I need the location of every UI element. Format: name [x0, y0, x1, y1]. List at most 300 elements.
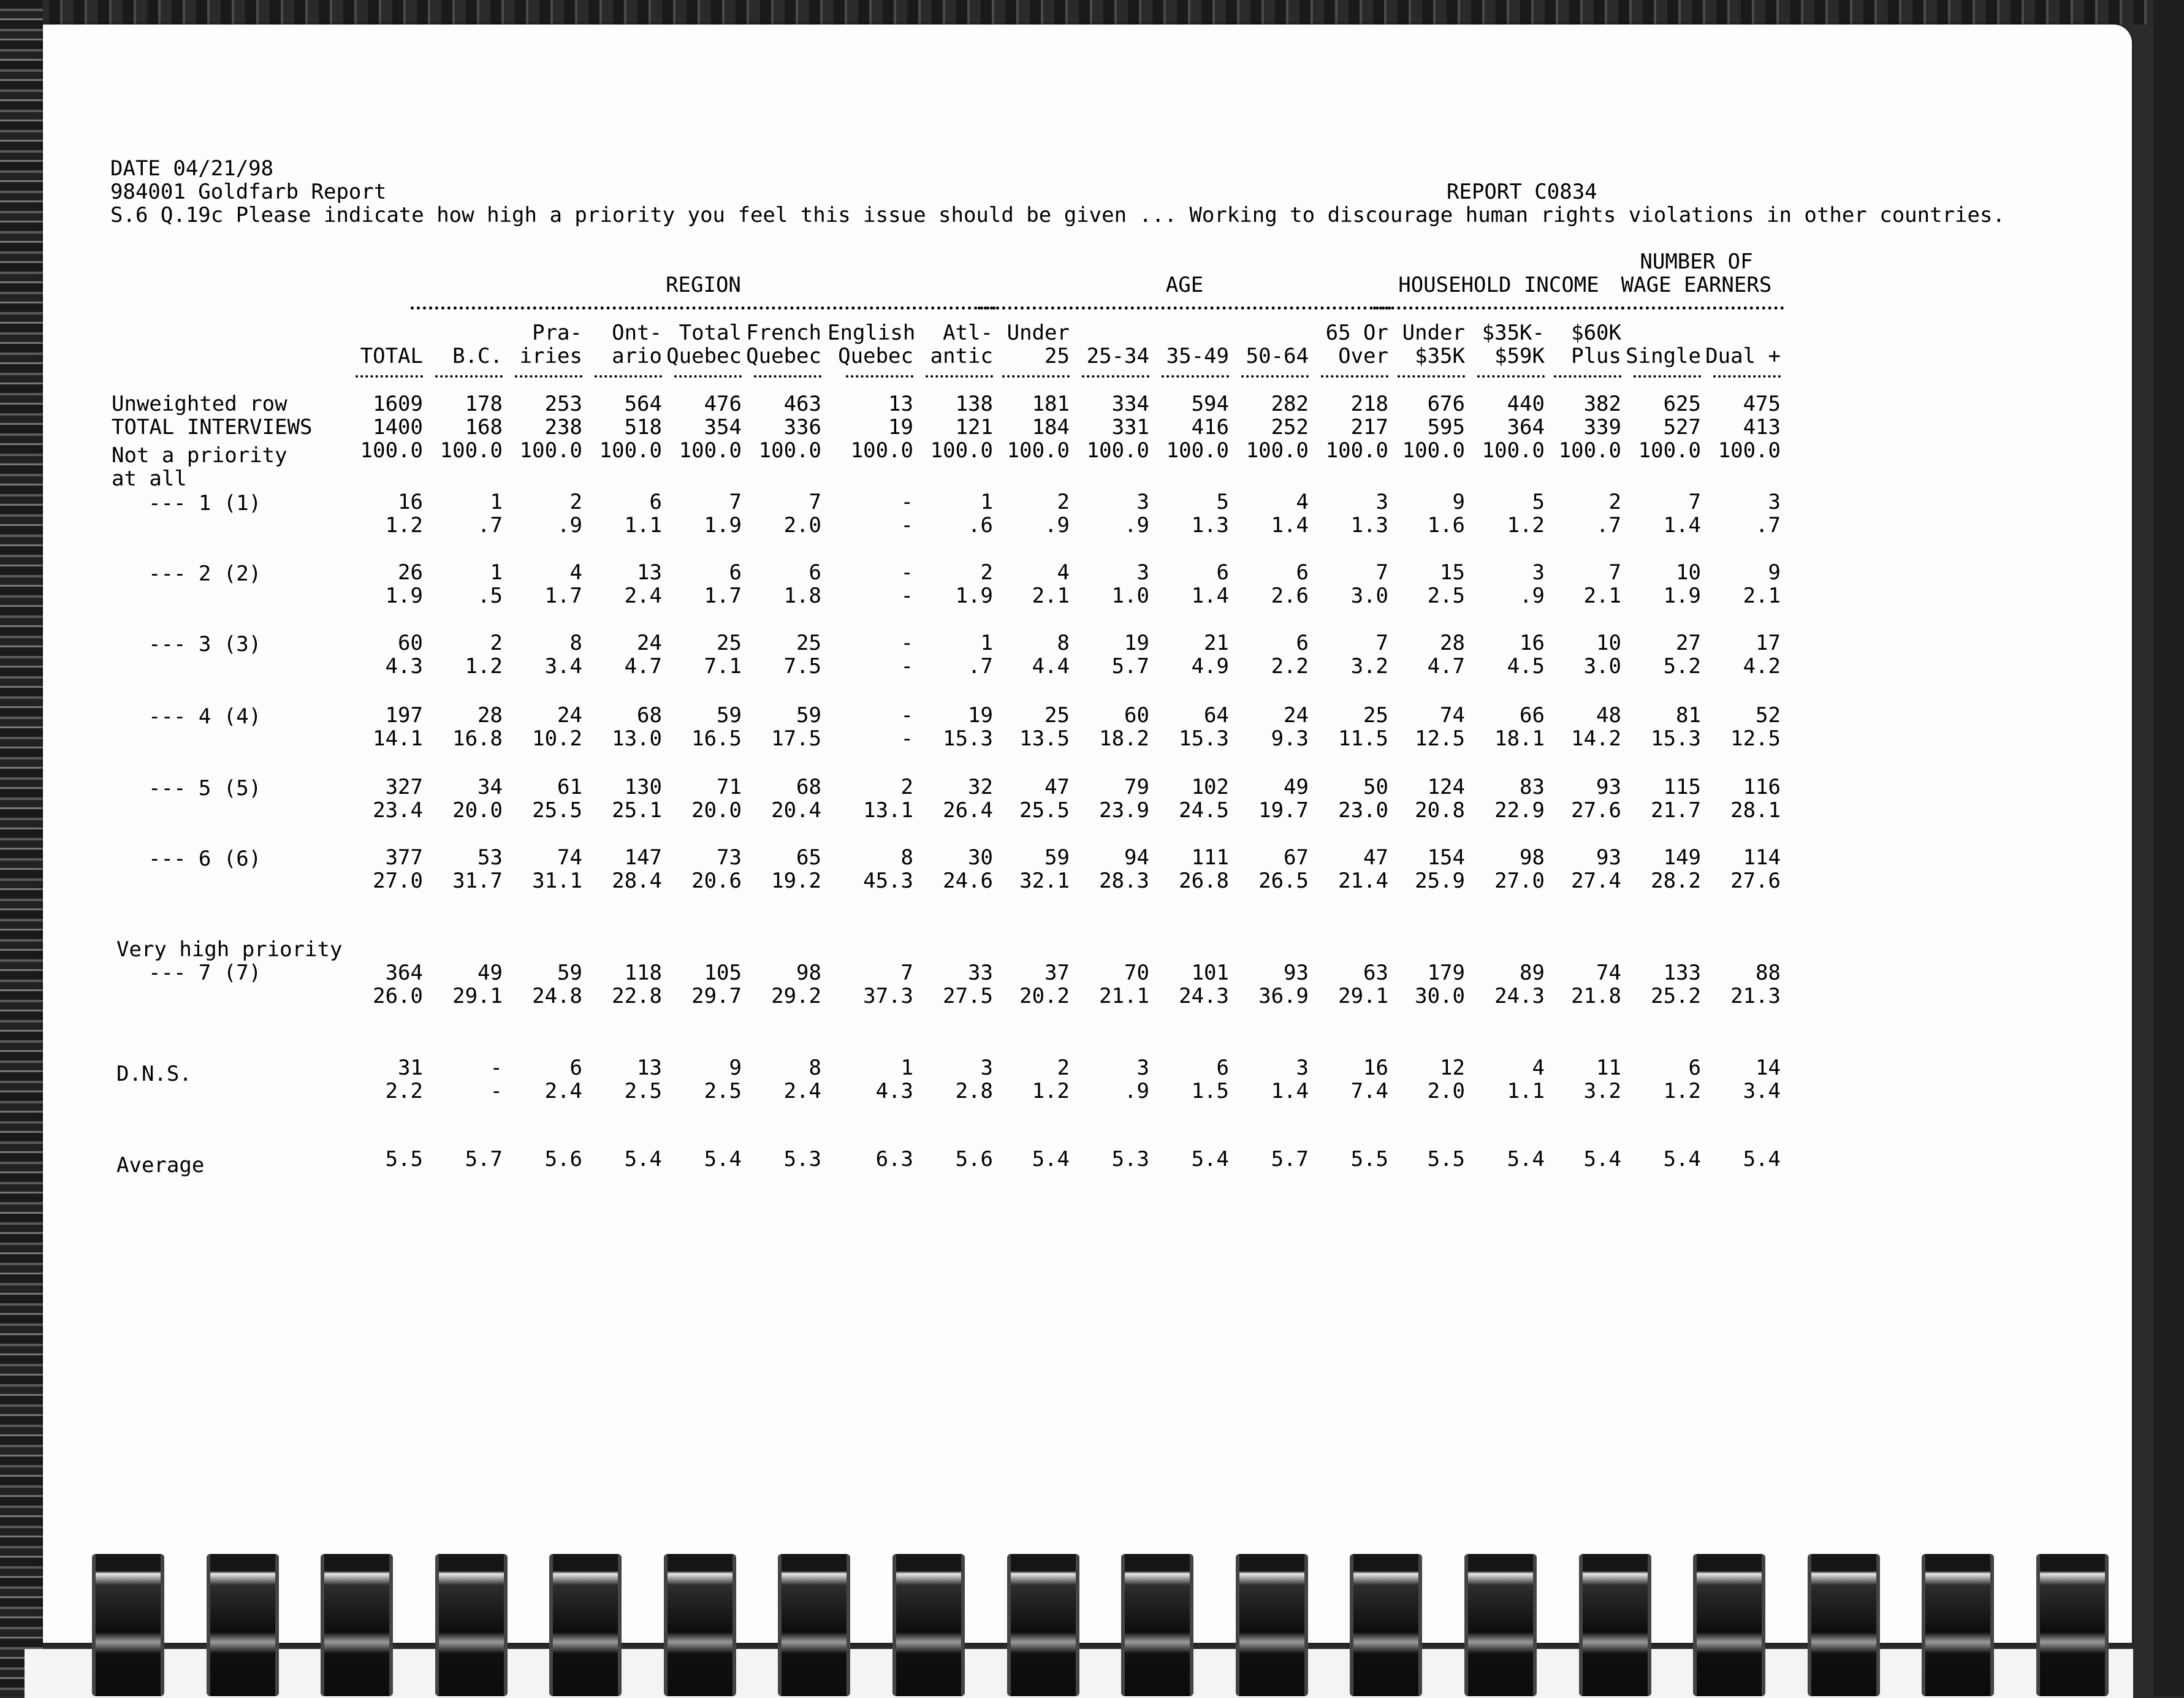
table-cell: 331: [1111, 415, 1149, 440]
table-cell: 2.0: [783, 513, 821, 538]
column-underline: [356, 375, 423, 378]
table-cell: .6: [968, 513, 993, 538]
table-cell: 2.0: [1427, 1079, 1465, 1103]
table-cell: 100.0: [930, 438, 993, 463]
table-cell: 29.2: [771, 984, 821, 1008]
table-cell: 3: [1136, 560, 1149, 585]
table-cell: 197: [385, 703, 423, 728]
table-cell: 7: [1688, 490, 1701, 514]
table-cell: 3: [1532, 560, 1545, 585]
question-text: S.6 Q.19c Please indicate how high a priority you feel this issue should be given ... Working to discourage human rights violations in other countries.: [110, 203, 2005, 227]
table-cell: 4.5: [1507, 654, 1545, 679]
table-cell: 100.0: [679, 438, 742, 463]
binding-ring: [664, 1554, 736, 1696]
table-cell: 19: [968, 703, 993, 728]
table-cell: 27.5: [943, 984, 993, 1008]
table-cell: 24.3: [1494, 984, 1545, 1008]
table-cell: 28.2: [1651, 869, 1701, 893]
table-cell: -: [900, 726, 913, 751]
table-cell: 28: [478, 703, 503, 728]
table-cell: 7.5: [783, 654, 821, 679]
table-cell: 19.2: [771, 869, 821, 893]
column-underline: [515, 375, 582, 378]
group-underline: [1609, 306, 1784, 310]
table-cell: 2: [1057, 490, 1070, 514]
table-cell: 100.0: [1718, 438, 1781, 463]
table-cell: 20.0: [452, 798, 503, 823]
spiral-binding: [92, 1554, 2109, 1696]
table-cell: 1: [900, 1056, 913, 1080]
table-cell: 124: [1427, 775, 1465, 799]
column-header-line2: iries: [519, 344, 582, 368]
table-cell: 81: [1676, 703, 1701, 728]
table-cell: 564: [624, 392, 662, 416]
table-cell: 149: [1663, 845, 1701, 870]
table-cell: 24.5: [1179, 798, 1229, 823]
table-cell: 71: [717, 775, 742, 799]
table-cell: 59: [1044, 845, 1070, 870]
column-header-line1: Pra-: [532, 321, 582, 345]
row-label: --- 3 (3): [148, 632, 262, 657]
table-cell: 28.1: [1730, 798, 1781, 823]
table-cell: 6: [1296, 560, 1309, 585]
table-cell: 15.3: [1179, 726, 1229, 751]
table-cell: -: [900, 654, 913, 679]
table-cell: 475: [1743, 392, 1781, 416]
row-label: Unweighted row: [112, 392, 287, 416]
table-cell: 1609: [373, 392, 423, 416]
table-cell: 5.4: [704, 1147, 742, 1171]
table-cell: 6: [1216, 1056, 1229, 1080]
table-cell: 476: [704, 392, 742, 416]
table-cell: 6: [1688, 1056, 1701, 1080]
table-cell: 25.2: [1651, 984, 1701, 1008]
table-cell: 118: [624, 961, 662, 985]
report-date: DATE 04/21/98: [110, 156, 274, 181]
table-cell: 100.0: [519, 438, 582, 463]
table-cell: 1.9: [1663, 584, 1701, 608]
table-cell: 25.5: [1019, 798, 1070, 823]
table-cell: 1.7: [704, 584, 742, 608]
table-cell: 25.9: [1415, 869, 1465, 893]
table-cell: 116: [1743, 775, 1781, 799]
group-header-line2: WAGE EARNERS: [1621, 273, 1772, 297]
binding-ring: [2036, 1554, 2109, 1696]
table-cell: 3: [1768, 490, 1781, 514]
table-cell: 25: [796, 631, 821, 655]
table-cell: -: [490, 1056, 503, 1080]
table-cell: 7.1: [704, 654, 742, 679]
table-cell: 2: [1608, 490, 1621, 514]
table-cell: 3.0: [1350, 584, 1388, 608]
column-header-line1: $60K: [1571, 321, 1621, 345]
table-cell: 5: [1532, 490, 1545, 514]
table-cell: 2.4: [624, 584, 662, 608]
table-cell: 2.2: [385, 1079, 423, 1103]
table-cell: 10.2: [532, 726, 582, 751]
table-cell: -: [900, 490, 913, 514]
column-underline: [1477, 375, 1545, 378]
table-cell: 676: [1427, 392, 1465, 416]
table-cell: 14.2: [1571, 726, 1621, 751]
table-cell: 66: [1520, 703, 1545, 728]
table-cell: 2.1: [1743, 584, 1781, 608]
table-cell: 9: [1768, 560, 1781, 585]
table-cell: 100.0: [1166, 438, 1229, 463]
table-cell: 13: [888, 392, 913, 416]
table-cell: 1.2: [465, 654, 503, 679]
binding-ring: [321, 1554, 393, 1696]
table-cell: 98: [796, 961, 821, 985]
table-cell: .9: [1520, 584, 1545, 608]
table-cell: 2: [569, 490, 582, 514]
table-cell: 73: [717, 845, 742, 870]
table-cell: 5.2: [1663, 654, 1701, 679]
table-cell: 26.4: [943, 798, 993, 823]
table-cell: 79: [1124, 775, 1149, 799]
table-cell: 25.1: [612, 798, 662, 823]
table-cell: 1.4: [1271, 513, 1309, 538]
table-cell: 13.1: [863, 798, 913, 823]
table-cell: 94: [1124, 845, 1149, 870]
table-cell: 4.7: [1427, 654, 1465, 679]
table-cell: 14.1: [373, 726, 423, 751]
column-header-line1: 65 Or: [1325, 321, 1388, 345]
table-cell: 61: [557, 775, 582, 799]
binder-right-edge: [2153, 0, 2184, 1696]
table-cell: 28.4: [612, 869, 662, 893]
table-cell: 5.7: [465, 1147, 503, 1171]
table-cell: 16: [398, 490, 423, 514]
column-header-line2: Single: [1626, 344, 1701, 368]
group-header: REGION: [666, 273, 741, 297]
table-cell: 15.3: [943, 726, 993, 751]
table-cell: 1.4: [1663, 513, 1701, 538]
table-cell: 101: [1191, 961, 1229, 985]
table-cell: 7: [1608, 560, 1621, 585]
table-cell: 50: [1363, 775, 1388, 799]
column-header-line1: English: [828, 321, 916, 345]
table-cell: 34: [478, 775, 503, 799]
column-header-line2: Dual +: [1705, 344, 1781, 368]
binding-ring: [1464, 1554, 1537, 1696]
table-cell: 19: [888, 415, 913, 440]
column-underline: [1321, 375, 1388, 378]
table-cell: 5.3: [1111, 1147, 1149, 1171]
row-label: --- 5 (5): [148, 776, 262, 801]
table-cell: 1.2: [1507, 513, 1545, 538]
table-cell: 5.4: [1032, 1147, 1070, 1171]
table-cell: 16.5: [691, 726, 742, 751]
table-cell: -: [900, 703, 913, 728]
table-cell: 5.5: [385, 1147, 423, 1171]
table-cell: 13: [637, 560, 662, 585]
report-name: 984001 Goldfarb Report: [110, 180, 387, 204]
table-cell: 13.5: [1019, 726, 1070, 751]
group-underline: [1373, 306, 1624, 310]
table-cell: 63: [1363, 961, 1388, 985]
binding-ring: [778, 1554, 850, 1696]
table-cell: 24.8: [532, 984, 582, 1008]
group-header: AGE: [1165, 273, 1204, 297]
table-cell: 3.4: [544, 654, 582, 679]
table-cell: 6: [649, 490, 662, 514]
table-cell: 2.4: [544, 1079, 582, 1103]
column-header-line2: 25-34: [1086, 344, 1149, 368]
table-cell: 218: [1350, 392, 1388, 416]
table-cell: 98: [1520, 845, 1545, 870]
table-cell: .7: [1756, 513, 1781, 538]
report-code: REPORT C0834: [1447, 180, 1597, 204]
table-cell: 24.6: [943, 869, 993, 893]
table-cell: .9: [1124, 513, 1149, 538]
table-cell: 7.4: [1350, 1079, 1388, 1103]
table-cell: 2.4: [783, 1079, 821, 1103]
row-label: --- 1 (1): [148, 491, 262, 516]
table-cell: 9: [1452, 490, 1465, 514]
table-cell: 1.0: [1111, 584, 1149, 608]
table-cell: 27: [1676, 631, 1701, 655]
table-cell: 26: [398, 560, 423, 585]
column-header-line2: $59K: [1494, 344, 1545, 368]
table-cell: 23.4: [373, 798, 423, 823]
table-cell: 28: [1440, 631, 1465, 655]
column-underline: [846, 375, 913, 378]
table-cell: 5.4: [1663, 1147, 1701, 1171]
table-cell: 20.8: [1415, 798, 1465, 823]
table-cell: 19.7: [1258, 798, 1309, 823]
table-cell: 30.0: [1415, 984, 1465, 1008]
table-cell: 377: [385, 845, 423, 870]
table-cell: 3.0: [1583, 654, 1621, 679]
table-cell: 1.8: [783, 584, 821, 608]
table-cell: 68: [796, 775, 821, 799]
table-cell: -: [900, 513, 913, 538]
table-cell: 18.1: [1494, 726, 1545, 751]
table-cell: 31.7: [452, 869, 503, 893]
table-cell: 327: [385, 775, 423, 799]
table-cell: 1.9: [704, 513, 742, 538]
row-label: --- 7 (7): [148, 961, 262, 985]
table-cell: 10: [1596, 631, 1621, 655]
table-cell: 217: [1350, 415, 1388, 440]
table-cell: 1.9: [385, 584, 423, 608]
table-cell: 27.4: [1571, 869, 1621, 893]
table-cell: 3.2: [1583, 1079, 1621, 1103]
table-cell: 100.0: [1246, 438, 1309, 463]
table-cell: 1: [490, 560, 503, 585]
binder-left-edge: [0, 0, 43, 1696]
table-cell: 68: [637, 703, 662, 728]
row-label: Not a priority: [112, 443, 287, 468]
table-cell: 25: [1044, 703, 1070, 728]
table-cell: 8: [1057, 631, 1070, 655]
column-header-line2: $35K: [1415, 344, 1465, 368]
table-cell: 8: [809, 1056, 821, 1080]
table-cell: .9: [557, 513, 582, 538]
column-underline: [595, 375, 662, 378]
table-cell: 9.3: [1271, 726, 1309, 751]
table-cell: 47: [1363, 845, 1388, 870]
table-cell: .5: [478, 584, 503, 608]
table-cell: 5.4: [1583, 1147, 1621, 1171]
table-cell: 5.3: [783, 1147, 821, 1171]
table-cell: 4.3: [875, 1079, 913, 1103]
table-cell: 100.0: [850, 438, 913, 463]
table-cell: 100.0: [758, 438, 821, 463]
table-cell: 5.6: [955, 1147, 993, 1171]
column-underline: [926, 375, 993, 378]
table-cell: 594: [1191, 392, 1229, 416]
table-cell: 100.0: [1325, 438, 1388, 463]
column-header-line1: Under: [1402, 321, 1465, 345]
column-header-line1: French: [746, 321, 821, 345]
table-cell: 100.0: [1402, 438, 1465, 463]
table-cell: 5.5: [1350, 1147, 1388, 1171]
table-cell: 21.3: [1730, 984, 1781, 1008]
column-underline: [1398, 375, 1465, 378]
table-cell: 5: [1216, 490, 1229, 514]
table-cell: 12: [1440, 1056, 1465, 1080]
table-cell: 21.8: [1571, 984, 1621, 1008]
table-cell: 1400: [373, 415, 423, 440]
column-header-line2: 25: [1044, 344, 1070, 368]
table-cell: 100.0: [1558, 438, 1621, 463]
table-cell: 29.7: [691, 984, 742, 1008]
group-header: HOUSEHOLD INCOME: [1398, 273, 1599, 297]
column-header-line2: 50-64: [1246, 344, 1309, 368]
table-cell: 7: [729, 490, 742, 514]
table-cell: 4: [1532, 1056, 1545, 1080]
table-cell: 168: [465, 415, 503, 440]
binding-ring: [92, 1554, 164, 1696]
table-cell: 8: [900, 845, 913, 870]
table-cell: 16.8: [452, 726, 503, 751]
table-cell: 3: [980, 1056, 993, 1080]
table-cell: 2: [1057, 1056, 1070, 1080]
table-cell: 21.7: [1651, 798, 1701, 823]
row-label: --- 4 (4): [148, 704, 262, 729]
table-cell: 12.5: [1730, 726, 1781, 751]
row-label: --- 6 (6): [148, 847, 262, 871]
table-cell: 6: [569, 1056, 582, 1080]
column-underline: [1082, 375, 1149, 378]
column-header-line1: Total: [679, 321, 742, 345]
table-cell: 336: [783, 415, 821, 440]
table-cell: 339: [1583, 415, 1621, 440]
column-underline: [1002, 375, 1070, 378]
table-cell: 29.1: [1338, 984, 1388, 1008]
table-cell: 37: [1044, 961, 1070, 985]
table-cell: 3: [1296, 1056, 1309, 1080]
table-cell: 21.1: [1099, 984, 1149, 1008]
column-header-line1: Ont-: [612, 321, 662, 345]
table-cell: -: [900, 631, 913, 655]
table-cell: 1.4: [1271, 1079, 1309, 1103]
table-cell: 1.2: [1032, 1079, 1070, 1103]
table-cell: 19: [1124, 631, 1149, 655]
table-cell: 115: [1663, 775, 1701, 799]
table-cell: 6.3: [875, 1147, 913, 1171]
table-cell: 1.4: [1191, 584, 1229, 608]
table-cell: 45.3: [863, 869, 913, 893]
table-cell: 26.5: [1258, 869, 1309, 893]
table-cell: 23.0: [1338, 798, 1388, 823]
table-cell: 27.6: [1730, 869, 1781, 893]
table-cell: 53: [478, 845, 503, 870]
table-cell: 4: [569, 560, 582, 585]
table-cell: 178: [465, 392, 503, 416]
row-label: Very high priority: [116, 937, 343, 962]
table-cell: 28.3: [1099, 869, 1149, 893]
table-cell: 18.2: [1099, 726, 1149, 751]
column-underline: [674, 375, 742, 378]
table-cell: 100.0: [360, 438, 423, 463]
table-cell: .9: [1124, 1079, 1149, 1103]
table-cell: 1.1: [624, 513, 662, 538]
table-cell: 416: [1191, 415, 1229, 440]
table-cell: 15: [1440, 560, 1465, 585]
column-header-line1: Under: [1006, 321, 1070, 345]
table-cell: 24: [637, 631, 662, 655]
report-page: [43, 25, 2132, 1643]
table-cell: 463: [783, 392, 821, 416]
table-cell: .7: [968, 654, 993, 679]
table-cell: 11: [1596, 1056, 1621, 1080]
table-cell: 5.4: [624, 1147, 662, 1171]
table-cell: 21.4: [1338, 869, 1388, 893]
group-underline: [411, 306, 996, 310]
table-cell: 4.7: [624, 654, 662, 679]
table-cell: 1.7: [544, 584, 582, 608]
table-cell: 93: [1596, 775, 1621, 799]
row-label: Average: [116, 1153, 205, 1178]
row-label: at all: [112, 466, 187, 491]
table-cell: 13.0: [612, 726, 662, 751]
table-cell: 102: [1191, 775, 1229, 799]
table-cell: 527: [1663, 415, 1701, 440]
table-cell: 17.5: [771, 726, 821, 751]
table-cell: 5.4: [1507, 1147, 1545, 1171]
table-cell: 154: [1427, 845, 1465, 870]
table-cell: 4.3: [385, 654, 423, 679]
table-cell: 6: [1296, 631, 1309, 655]
table-cell: 181: [1032, 392, 1070, 416]
table-cell: 3.4: [1743, 1079, 1781, 1103]
table-cell: 59: [557, 961, 582, 985]
table-cell: 48: [1596, 703, 1621, 728]
table-cell: 31: [398, 1056, 423, 1080]
table-cell: 25: [1363, 703, 1388, 728]
table-cell: 7: [1375, 560, 1388, 585]
binding-ring: [1121, 1554, 1193, 1696]
table-cell: 7: [809, 490, 821, 514]
table-cell: 252: [1271, 415, 1309, 440]
column-underline: [1241, 375, 1309, 378]
table-cell: 74: [1596, 961, 1621, 985]
table-cell: 10: [1676, 560, 1701, 585]
table-cell: 36.9: [1258, 984, 1309, 1008]
table-cell: 2.5: [624, 1079, 662, 1103]
table-cell: 20.4: [771, 798, 821, 823]
table-cell: 9: [729, 1056, 742, 1080]
binding-ring: [1350, 1554, 1422, 1696]
table-cell: 7: [900, 961, 913, 985]
table-cell: 147: [624, 845, 662, 870]
table-cell: 37.3: [863, 984, 913, 1008]
table-cell: 364: [385, 961, 423, 985]
table-cell: 74: [557, 845, 582, 870]
